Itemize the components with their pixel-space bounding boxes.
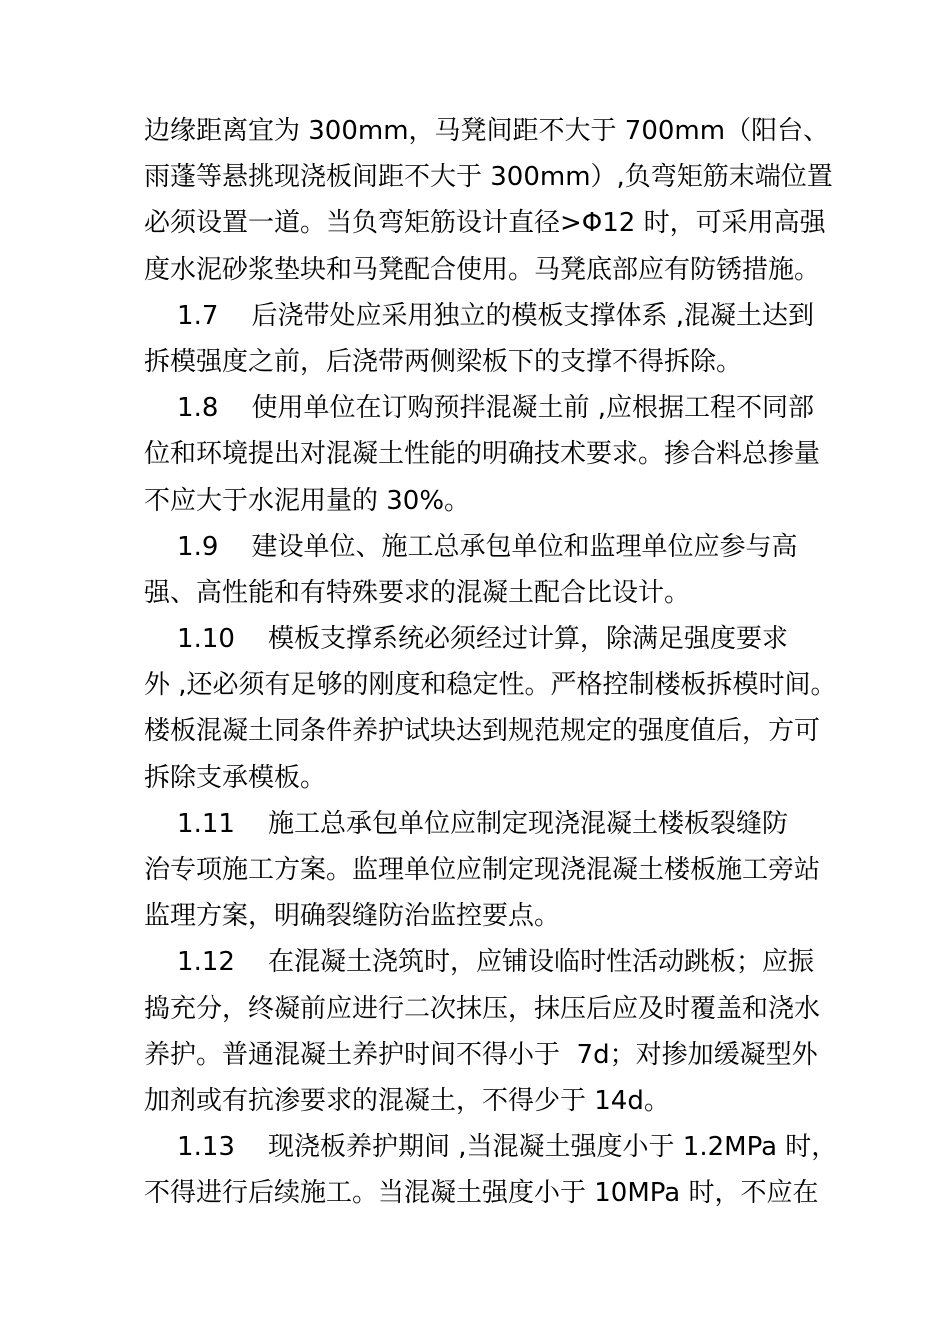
- section-1-11-line: 1.11 施工总承包单位应制定现浇混凝土楼板裂缝防: [144, 808, 789, 839]
- text-line: 治专项施工方案。监理单位应制定现浇混凝土楼板施工旁站: [144, 855, 821, 885]
- text-line: 雨蓬等悬挑现浇板间距不大于 300mm）,负弯矩筋末端位置: [144, 162, 833, 193]
- text-line: 捣充分，终凝前应进行二次抹压，抹压后应及时覆盖和浇水: [144, 993, 821, 1024]
- text-line: 位和环境提出对混凝土性能的明确技术要求。掺合料总掺量: [144, 439, 821, 470]
- section-1-7-line: 1.7 后浇带处应采用独立的模板支撑体系 ,混凝土达到: [144, 300, 814, 331]
- text-line: 加剂或有抗渗要求的混凝土，不得少于 14d。: [144, 1085, 670, 1116]
- text-line: 楼板混凝土同条件养护试块达到规范规定的强度值后，方可: [144, 716, 821, 747]
- text-line: 外 ,还必须有足够的刚度和稳定性。严格控制楼板拆模时间。: [144, 670, 837, 701]
- document-body: [144, 108, 838, 1217]
- section-1-10-line: 1.10 模板支撑系统必须经过计算，除满足强度要求: [144, 624, 789, 655]
- text-line: 拆模强度之前，后浇带两侧梁板下的支撑不得拆除。: [144, 346, 743, 377]
- text-line: 必须设置一道。当负弯矩筋设计直径>Φ12 时，可采用高强: [144, 208, 826, 239]
- text-line: 拆除支承模板。: [144, 762, 327, 793]
- text-line: 度水泥砂浆垫块和马凳配合使用。马凳底部应有防锈措施。: [144, 254, 821, 285]
- text-line: 不得进行后续施工。当混凝土强度小于 10MPa 时，不应在: [144, 1178, 819, 1209]
- text-line: 养护。普通混凝土养护时间不得小于 7d；对掺加缓凝型外: [144, 1039, 818, 1070]
- section-1-12-line: 1.12 在混凝土浇筑时，应铺设临时性活动跳板；应振: [144, 947, 815, 978]
- text-line: 边缘距离宜为 300mm，马凳间距不大于 700mm（阳台、: [144, 116, 830, 146]
- text-line: 监理方案，明确裂缝防治监控要点。: [144, 901, 561, 932]
- section-1-8-line: 1.8 使用单位在订购预拌混凝土前 ,应根据工程不同部: [144, 393, 814, 424]
- section-1-13-line: 1.13 现浇板养护期间 ,当混凝土强度小于 1.2MPa 时，: [144, 1132, 838, 1163]
- section-1-9-line: 1.9 建设单位、施工总承包单位和监理单位应参与高: [144, 531, 798, 562]
- text-line: 不应大于水泥用量的 30%。: [144, 485, 471, 516]
- text-line: 强、高性能和有特殊要求的混凝土配合比设计。: [144, 577, 691, 608]
